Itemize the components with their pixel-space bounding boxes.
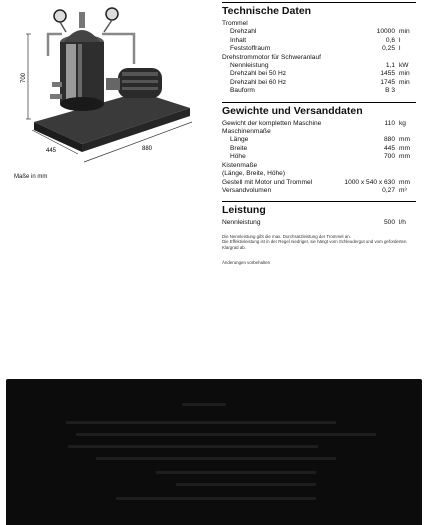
technical-title: Technische Daten [222, 5, 312, 17]
section-rule [222, 2, 416, 3]
group-heading: Trommel [222, 20, 248, 27]
spec-row: Versandvolumen 0,27 m³ [222, 186, 407, 194]
group-heading: Drehstrommotor für Schweranlauf [222, 53, 321, 61]
spec-row: Drehzahl 10000 min [230, 28, 410, 36]
spec-row: Drehzahl bei 60 Hz 1745 min [230, 78, 410, 86]
section-rule [222, 102, 416, 103]
spec-column [222, 0, 416, 265]
weights-title: Gewichte und Versanddaten [222, 104, 363, 117]
spec-row: Drehzahl bei 50 Hz 1455 min [230, 70, 410, 78]
changes-reserved: Änderungen vorbehalten [222, 259, 271, 265]
section-rule [222, 201, 416, 202]
dim-height: 700 [21, 72, 27, 83]
spec-row: Inhalt 0,6 l [230, 36, 401, 44]
spec-row: Höhe 700 mm [230, 153, 410, 161]
group-heading: Kistenmaße [222, 161, 258, 169]
dim-depth: 445 [46, 148, 57, 154]
spec-row: Bauform B 3 [230, 87, 395, 95]
spec-row: Feststoffraum 0,25 l [230, 45, 401, 53]
dark-scan-panel [6, 379, 422, 525]
dim-length: 880 [142, 146, 153, 152]
spec-row: Nennleistung 1,1 kW [230, 62, 409, 70]
dimension-caption: Maße in mm [14, 174, 48, 180]
spec-row: Gewicht der kompletten Maschine 110 kg [222, 119, 406, 127]
spec-row: Gestell mit Motor und Trommel 1000 x 540 x 630 mm [222, 178, 410, 186]
spec-row: Breite 445 mm [230, 144, 410, 152]
spec-row: Länge 880 mm [230, 136, 410, 144]
group-heading: Maschinenmaße [222, 128, 271, 136]
performance-title: Leistung [222, 204, 266, 217]
spec-row: Nennleistung 500 l/h [222, 219, 406, 227]
separator-machine-photo [22, 4, 212, 172]
performance-note: Die Effektivleistung ist in der Regel niedriger, sie hängt vom Schleudergut und vom geforderten Klargrad ab. [222, 239, 407, 250]
performance-note: Die Nennleistung gibt die max. Durchsatzleistung der Trommel an. [222, 233, 351, 239]
group-subheading: (Länge, Breite, Höhe) [222, 170, 286, 178]
